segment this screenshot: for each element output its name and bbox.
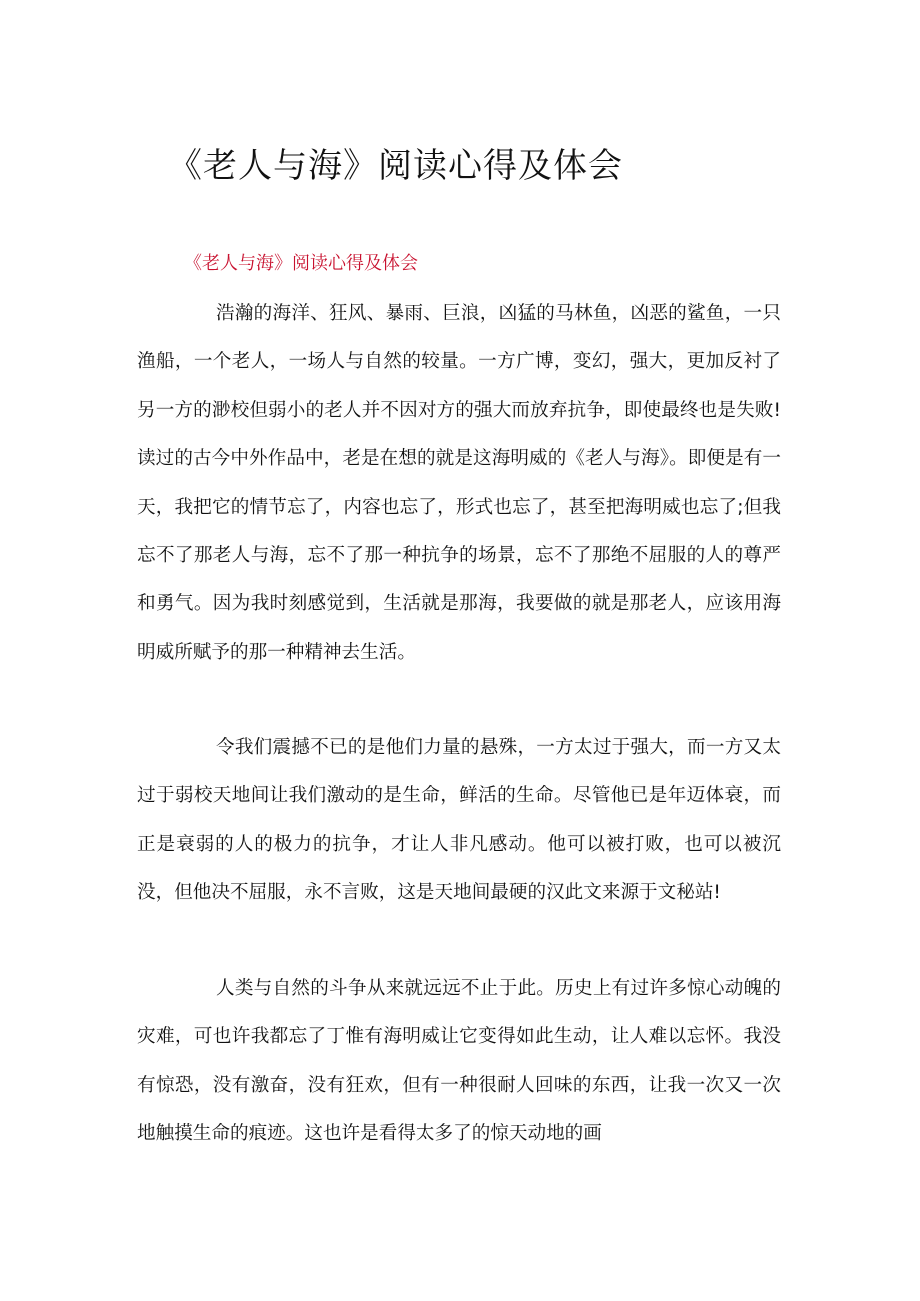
article-subtitle: 《老人与海》阅读心得及体会 xyxy=(184,253,418,274)
paragraph-2: 令我们震撼不已的是他们力量的悬殊，一方太过于强大，而一方又太过于弱校天地间让我们激动的是生命，鲜活的生命。尽管他已是年迈体衰，而正是衰弱的人的极力的抗争，才让人非凡感动。他可以被打败，也可以被沉没，但他决不屈服，永不言败，这是天地间最硬的汉此文来源于文秘站! xyxy=(137,737,781,904)
paragraph-1: 浩瀚的海洋、狂风、暴雨、巨浪，凶猛的马林鱼，凶恶的鲨鱼，一只渔船，一个老人，一场人与自然的较量。一方广博，变幻，强大，更加反衬了另一方的渺校但弱小的老人并不因对方的强大而放弃抗争，即使最终也是失败!读过的古今中外作品中，老是在想的就是这海明威的《老人与海》。即便是有一天，我把它的情节忘了，内容也忘了，形式也忘了，甚至把海明威也忘了;但我忘不了那老人与海，忘不了那一种抗争的场景，忘不了那绝不屈服的人的尊严和勇气。因为我时刻感觉到，生活就是那海，我要做的就是那老人，应该用海明威所赋予的那一种精神去生活。 xyxy=(137,303,781,663)
paragraph-3: 人类与自然的斗争从来就远远不止于此。历史上有过许多惊心动魄的灾难，可也许我都忘了丁惟有海明威让它变得如此生动，让人难以忘怀。我没有惊恐，没有激奋，没有狂欢，但有一种很耐人回味的东西，让我一次又一次地触摸生命的痕迹。这也许是看得太多了的惊天动地的画 xyxy=(137,978,781,1145)
page-title: 《老人与海》阅读心得及体会 xyxy=(168,146,623,186)
